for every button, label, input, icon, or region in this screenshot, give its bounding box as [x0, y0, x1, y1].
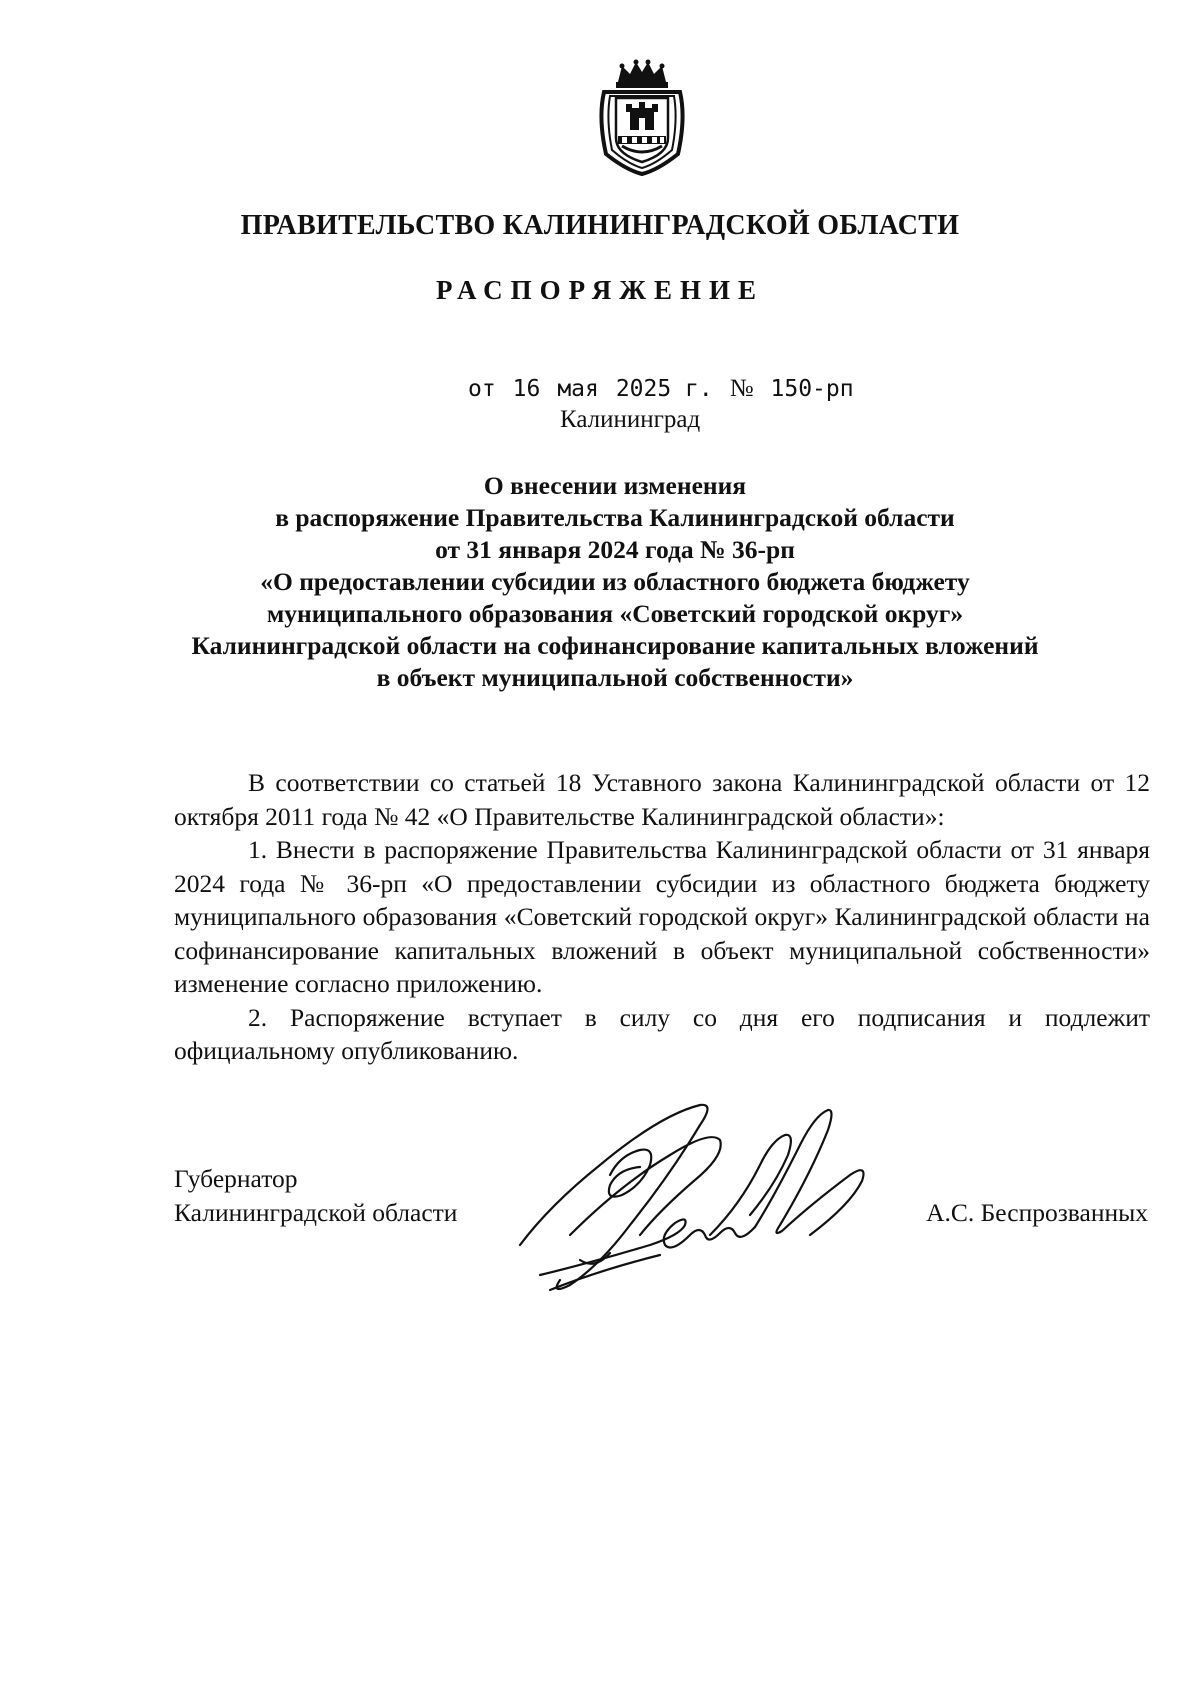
document-date-number: [468, 374, 864, 403]
subject-line: «О предоставлении субсидии из областного бюджета бюджету: [260, 567, 970, 596]
subject-line: О внесении изменения: [483, 471, 747, 500]
date-month: мая: [557, 376, 599, 402]
subject-line: от 31 января 2024 года № 36-рп: [435, 535, 795, 564]
subject-line: Калининградской области на софинансирование капитальных вложений: [191, 631, 1039, 660]
preamble-paragraph: В соответствии со статьей 18 Уставного закона Калининградской области от 12 октября 2011 года № 42 «О Правительстве Калининградской области»:: [174, 768, 1150, 831]
item-2-paragraph: 2. Распоряжение вступает в силу со дня его подписания и подлежит официальному опубликованию.: [174, 1002, 1150, 1065]
number-sign: №: [729, 375, 754, 402]
date-year: 2025 г.: [615, 376, 713, 402]
document-type: РАСПОРЯЖЕНИЕ: [435, 275, 765, 305]
signatory-title: [174, 1162, 457, 1229]
government-title: ПРАВИТЕЛЬСТВО КАЛИНИНГРАДСКОЙ ОБЛАСТИ: [240, 210, 960, 241]
item-1-paragraph: 1. Внести в распоряжение Правительства Калининградской области от 31 января 2024 года № 36-рп «О предоставлении субсидии из областного бюджета бюджету муниципального образования «Советский городской округ» Калининградской области на софинансирование капитальных вложений в объект муниципальной собственности» изменение согласно приложению.: [174, 835, 1150, 998]
handwritten-signature: [510, 1085, 890, 1305]
document-number: 150-рп: [770, 376, 854, 402]
date-day: 16: [512, 376, 541, 402]
subject-line: в распоряжение Правительства Калининградской области: [275, 503, 955, 532]
coat-of-arms-icon: [596, 58, 688, 176]
signatory-title-line: Калининградской области: [174, 1197, 458, 1227]
document-city: Калининград: [560, 406, 701, 433]
date-prefix: от: [468, 376, 496, 402]
subject-line: в объект муниципальной собственности»: [376, 663, 854, 692]
signatory-title-line: Губернатор: [174, 1164, 298, 1193]
subject-line: муниципального образования «Советский городской округ»: [266, 599, 964, 628]
document-subject: [170, 470, 1060, 694]
signatory-name: А.С. Беспрозванных: [926, 1198, 1148, 1227]
document-body: [174, 766, 1150, 1068]
